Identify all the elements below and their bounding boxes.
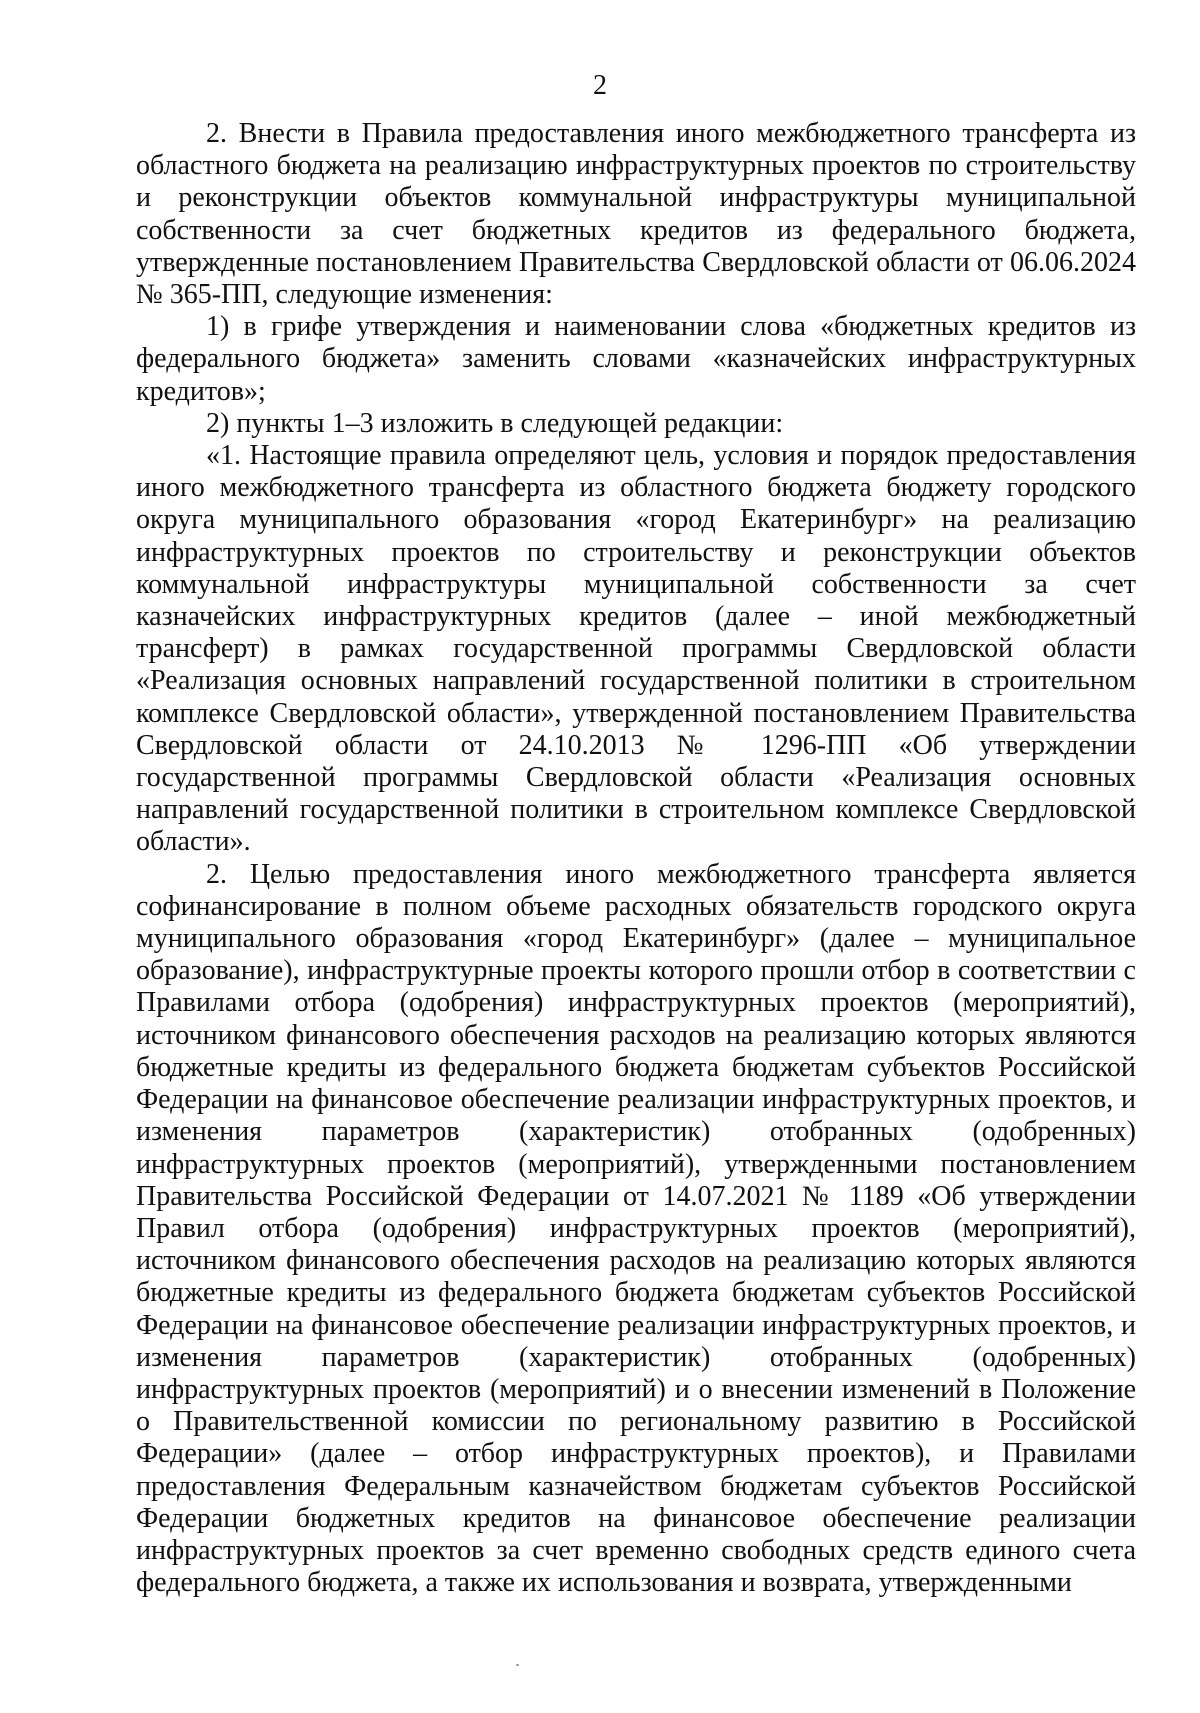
page-number: 2 — [593, 70, 607, 101]
paragraph-rule-1: «1. Настоящие правила определяют цель, условия и порядок предоставления иного межбюджетного трансферта из областного бюджета бюджету городского округа муниципального образования «город Екатеринбург» на реализацию инфраструктурных проектов по строительству и реконструкции объектов коммунальной инфраструктуры муниципальной собственности за счет казначейских инфраструктурных кредитов (далее – иной межбюджетный трансферт) в рамках государственной программы Свердловской области «Реализация основных направлений государственной политики в строительном комплексе Свердловской области», утвержденной постановлением Правительства Свердловской области от 24.10.2013 № 1296-ПП «Об утверждении государственной программы Свердловской области «Реализация основных направлений государственной политики в строительном комплексе Свердловской области». — [136, 440, 1136, 858]
document-body — [136, 118, 1136, 1599]
paragraph-item-2: 2) пункты 1–3 изложить в следующей редакции: — [206, 407, 784, 439]
paragraph-amendment-intro: 2. Внести в Правила предоставления иного межбюджетного трансферта из областного бюджета на реализацию инфраструктурных проектов по строительству и реконструкции объектов коммунальной инфраструктуры муниципальной собственности за счет бюджетных кредитов из федерального бюджета, утвержденные постановлением Правительства Свердловской области от 06.06.2024 № 365-ПП, следующие изменения: — [136, 118, 1136, 311]
paragraph-rule-2: 2. Целью предоставления иного межбюджетного трансферта является софинансирование в полном объеме расходных обязательств городского округа муниципального образования «город Екатеринбург» (далее – муниципальное образование), инфраструктурные проекты которого прошли отбор в соответствии с Правилами отбора (одобрения) инфраструктурных проектов (мероприятий), источником финансового обеспечения расходов на реализацию которых являются бюджетные кредиты из федерального бюджета бюджетам субъектов Российской Федерации на финансовое обеспечение реализации инфраструктурных проектов, и изменения параметров (характеристик) отобранных (одобренных) инфраструктурных проектов (мероприятий), утвержденными постановлением Правительства Российской Федерации от 14.07.2021 № 1189 «Об утверждении Правил отбора (одобрения) инфраструктурных проектов (мероприятий), источником финансового обеспечения расходов на реализацию которых являются бюджетные кредиты из федерального бюджета бюджетам субъектов Российской Федерации на финансовое обеспечение реализации инфраструктурных проектов, и изменения параметров (характеристик) отобранных (одобренных) инфраструктурных проектов (мероприятий) и о внесении изменений в Положение о Правительственной комиссии по региональному развитию в Российской Федерации» (далее – отбор инфраструктурных проектов), и Правилами предоставления Федеральным казначейством бюджетам субъектов Российской Федерации бюджетных кредитов на финансовое обеспечение реализации инфраструктурных проектов за счет временно свободных средств единого счета федерального бюджета, а также их использования и возврата, утвержденными — [136, 858, 1136, 1599]
paragraph-item-1: 1) в грифе утверждения и наименовании слова «бюджетных кредитов из федерального бюджета» заменить словами «казначейских инфраструктурных кредитов»; — [136, 311, 1136, 407]
scan-speck — [516, 1664, 519, 1666]
